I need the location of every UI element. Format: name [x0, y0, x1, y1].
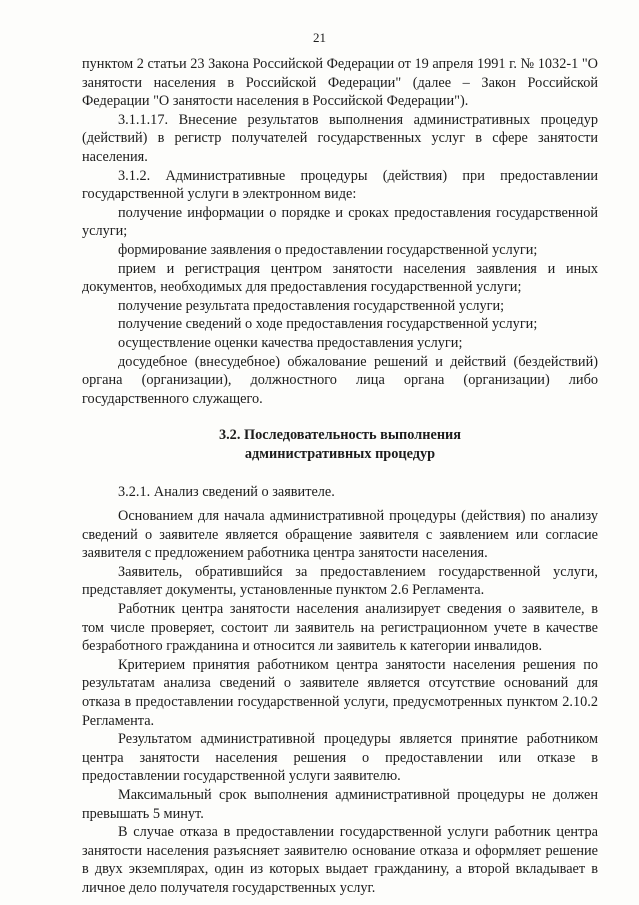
paragraph: 3.1.1.17. Внесение результатов выполнения административных процедур (действий) в регистр получателей государственных услуг в сфере занятости населения.	[82, 111, 598, 165]
list-item: досудебное (внесудебное) обжалование решений и действий (бездействий) органа (организации), должностного лица органа (организации) либо государственного служащего.	[82, 353, 598, 407]
list-item: прием и регистрация центром занятости населения заявления и иных документов, необходимых для предоставления государственной услуги;	[82, 260, 598, 296]
list-item: получение информации о порядке и сроках предоставления государственной услуги;	[82, 204, 598, 240]
paragraph: Критерием принятия работником центра занятости населения решения по результатам анализа сведений о заявителе является отсутствие оснований для отказа в предоставлении государственной услуги, предусмотренных пунктом 2.10.2 Регламента.	[82, 656, 598, 729]
section-heading	[82, 426, 598, 463]
paragraph: Работник центра занятости населения анализирует сведения о заявителе, в том числе проверяет, состоит ли заявитель на регистрационном учете в качестве безработного гражданина и относится ли заявитель к категории инвалидов.	[82, 601, 598, 655]
document-body	[82, 55, 598, 898]
paragraph: Заявитель, обратившийся за предоставлением государственной услуги, представляет документы, установленные пунктом 2.6 Регламента.	[82, 563, 598, 599]
paragraph: Максимальный срок выполнения административной процедуры не должен превышать 5 минут.	[82, 786, 598, 822]
paragraph: Основанием для начала административной процедуры (действия) по анализу сведений о заявителе является обращение заявителя с заявлением или согласие заявителя с предложением работника центра занятости населения.	[82, 508, 598, 562]
paragraph: пунктом 2 статьи 23 Закона Российской Федерации от 19 апреля 1991 г. № 1032-1 "О занятости населения в Российской Федерации" (далее – Закон Российской Федерации "О занятости населения в Российской Федерации").	[82, 56, 598, 110]
page-number: 21	[313, 30, 326, 45]
paragraph: Результатом административной процедуры является принятие работником центра занятости населения решения о предоставлении или отказе в предоставлении государственной услуги заявителю.	[82, 731, 598, 785]
list-item: получение результата предоставления государственной услуги;	[118, 297, 505, 314]
paragraph: 3.2.1. Анализ сведений о заявителе.	[118, 484, 335, 501]
list-item: осуществление оценки качества предоставления услуги;	[118, 334, 463, 351]
list-item: формирование заявления о предоставлении государственной услуги;	[118, 241, 538, 258]
section-heading-line: 3.2. Последовательность выполнения	[218, 427, 462, 444]
section-heading-line: административных процедур	[244, 445, 436, 462]
paragraph: 3.1.2. Административные процедуры (действия) при предоставлении государственной услуги в электронном виде:	[82, 167, 598, 203]
list-item: получение сведений о ходе предоставления государственной услуги;	[118, 316, 538, 333]
paragraph: В случае отказа в предоставлении государственной услуги работник центра занятости населения разъясняет заявителю основание отказа и оформляет решение в двух экземплярах, один из которых выдает гражданину, а второй вкладывает в личное дело получателя государственных услуг.	[82, 824, 598, 896]
